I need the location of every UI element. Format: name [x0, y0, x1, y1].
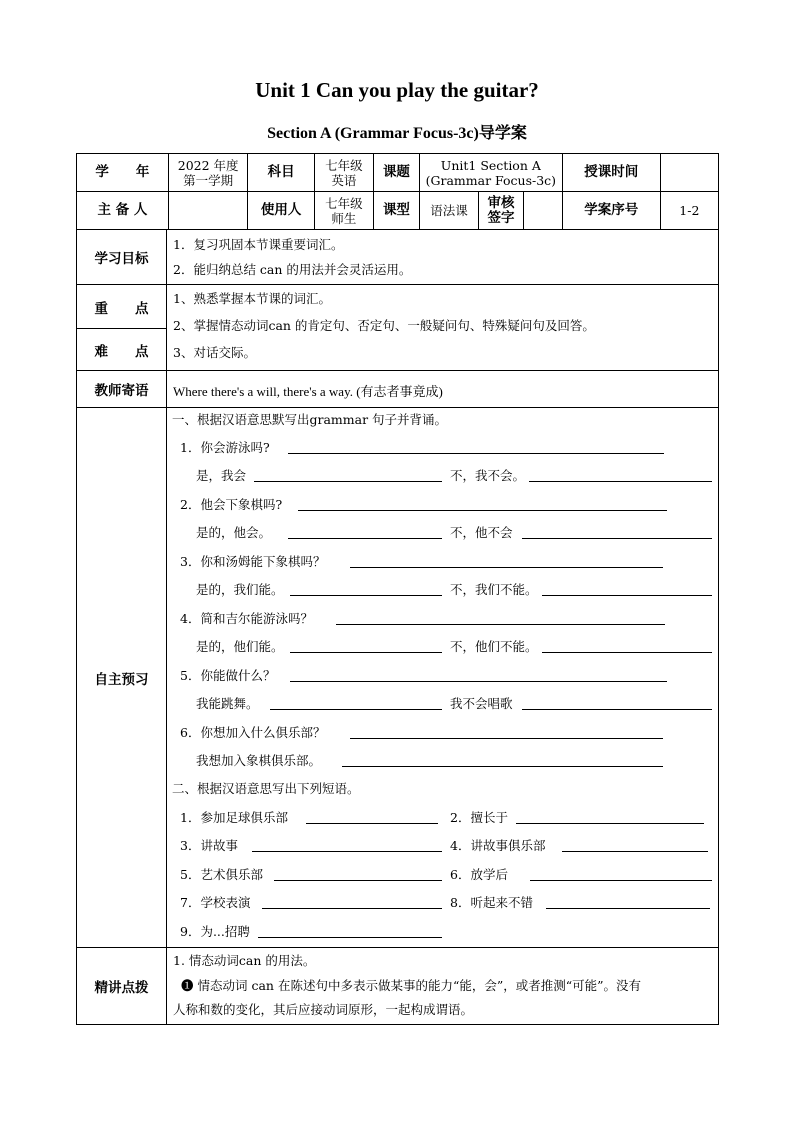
type-value: 语法课	[419, 192, 478, 230]
q3-no-prompt: 不，我们不能。	[450, 582, 538, 597]
q6-answer-blank-2[interactable]	[342, 765, 663, 767]
keypoint-item: 3、对话交际。	[173, 345, 256, 360]
page-subtitle: Section A (Grammar Focus-3c)导学案	[267, 125, 527, 142]
q4-no-prompt: 不，他们不能。	[450, 639, 538, 654]
topic-label: 课题	[373, 154, 419, 192]
teacher-message-text: Where there's a will, there's a way. (有志者事竟成)	[173, 384, 443, 399]
q5-answer-blank[interactable]	[290, 680, 667, 682]
phrase-6: 6．放学后	[450, 867, 508, 882]
q4-yes-prompt: 是的，他们能。	[196, 639, 284, 654]
q4-prompt: 4．简和吉尔能游泳吗？	[180, 611, 313, 626]
page-title: Unit 1 Can you play the guitar?	[255, 78, 539, 102]
phrase-9: 9．为...招聘	[180, 924, 250, 939]
q2-yes-blank[interactable]	[288, 537, 442, 539]
phrase-3-blank[interactable]	[252, 850, 442, 852]
q2-prompt: 2．他会下象棋吗?	[180, 497, 283, 512]
explain-line-2: ❶ 情态动词 can 在陈述句中多表示做某事的能力“能，会”，或者推测“可能”。没有	[181, 978, 642, 993]
part2-title: 二、根据汉语意思写出下列短语。	[172, 781, 360, 796]
year-label: 学 年	[77, 154, 169, 192]
preview-section	[76, 408, 719, 948]
author-label: 主 备 人	[77, 192, 169, 230]
q5-no-blank[interactable]	[522, 708, 712, 710]
keypoints-section	[76, 285, 719, 371]
q5-prompt: 5．你能做什么？	[180, 668, 276, 683]
q6-prompt: 6．你想加入什么俱乐部？	[180, 725, 326, 740]
user-value: 七年级 师生	[314, 192, 373, 230]
q2-no-prompt: 不，他不会	[450, 525, 513, 540]
q1-no-prompt: 不，我不会。	[450, 468, 526, 483]
time-value	[660, 154, 718, 192]
q1-yes-prompt: 是，我会	[196, 468, 247, 483]
q5-yes-blank[interactable]	[270, 708, 442, 710]
keypoint-item: 1、熟悉掌握本节课的词汇。	[173, 291, 331, 306]
goals-section	[76, 229, 719, 285]
q4-yes-blank[interactable]	[290, 651, 442, 653]
q1-no-blank[interactable]	[529, 480, 712, 482]
phrase-8-blank[interactable]	[546, 907, 710, 909]
q3-yes-blank[interactable]	[290, 594, 442, 596]
explain-section	[76, 948, 719, 1025]
author-value	[168, 192, 248, 230]
preview-label: 自主预习	[77, 408, 167, 947]
topic-value: Unit1 Section A (Grammar Focus-3c)	[419, 154, 562, 192]
goal-item: 1．复习巩固本节课重要词汇。	[173, 237, 344, 252]
teacher-message-section	[76, 371, 719, 408]
explain-label: 精讲点拨	[77, 948, 167, 1024]
phrase-5-blank[interactable]	[274, 879, 442, 881]
time-label: 授课时间	[562, 154, 660, 192]
phrase-7: 7．学校表演	[180, 895, 251, 910]
explain-line-3: 人称和数的变化，其后应接动词原形，一起构成谓语。	[173, 1002, 474, 1017]
q4-no-blank[interactable]	[542, 651, 712, 653]
phrase-1: 1．参加足球俱乐部	[180, 810, 288, 825]
q4-answer-blank[interactable]	[336, 623, 665, 625]
q2-yes-prompt: 是的，他会。	[196, 525, 272, 540]
phrase-7-blank[interactable]	[262, 907, 442, 909]
user-label: 使用人	[248, 192, 314, 230]
phrase-6-blank[interactable]	[530, 879, 712, 881]
goal-item: 2．能归纳总结 can 的用法并会灵活运用。	[173, 262, 412, 277]
q2-no-blank[interactable]	[522, 537, 712, 539]
q5-yes-prompt: 我能跳舞。	[196, 696, 259, 711]
phrase-8: 8．听起来不错	[450, 895, 533, 910]
q1-prompt: 1．你会游泳吗?	[180, 440, 270, 455]
q5-no-prompt: 我不会唱歌	[450, 696, 513, 711]
q2-answer-blank[interactable]	[298, 509, 667, 511]
subject-label: 科目	[248, 154, 314, 192]
phrase-4: 4．讲故事俱乐部	[450, 838, 546, 853]
q6-answer-prompt: 我想加入象棋俱乐部。	[196, 753, 322, 768]
serial-value: 1-2	[660, 192, 718, 230]
explain-line-1: 1. 情态动词can 的用法。	[173, 953, 316, 968]
q3-no-blank[interactable]	[542, 594, 712, 596]
serial-label: 学案序号	[562, 192, 660, 230]
phrase-9-blank[interactable]	[258, 936, 442, 938]
q1-yes-blank[interactable]	[254, 480, 442, 482]
phrase-4-blank[interactable]	[562, 850, 708, 852]
q6-answer-blank[interactable]	[350, 737, 663, 739]
phrase-5: 5．艺术俱乐部	[180, 867, 263, 882]
review-value	[524, 192, 563, 230]
goals-label: 学习目标	[77, 229, 167, 284]
phrase-2-blank[interactable]	[516, 822, 704, 824]
q3-yes-prompt: 是的，我们能。	[196, 582, 284, 597]
q3-answer-blank[interactable]	[350, 566, 663, 568]
q3-prompt: 3．你和汤姆能下象棋吗？	[180, 554, 326, 569]
review-label: 审核 签字	[479, 192, 524, 230]
phrase-3: 3．讲故事	[180, 838, 238, 853]
part1-title: 一、根据汉语意思默写出grammar 句子并背诵。	[172, 412, 448, 427]
teacher-message-label: 教师寄语	[77, 371, 167, 407]
phrase-2: 2．擅长于	[450, 810, 508, 825]
type-label: 课型	[373, 192, 419, 230]
keypoint-item: 2、掌握情态动词can 的肯定句、否定句、一般疑问句、特殊疑问句及回答。	[173, 318, 595, 333]
info-table	[76, 153, 719, 230]
bullet-icon: ❶	[181, 978, 194, 993]
q1-answer-blank[interactable]	[288, 452, 664, 454]
difficulty-label: 难 点	[77, 329, 167, 370]
subject-value: 七年级 英语	[314, 154, 373, 192]
key-label: 重 点	[77, 285, 167, 329]
year-value: 2022 年度 第一学期	[168, 154, 248, 192]
phrase-1-blank[interactable]	[306, 822, 438, 824]
